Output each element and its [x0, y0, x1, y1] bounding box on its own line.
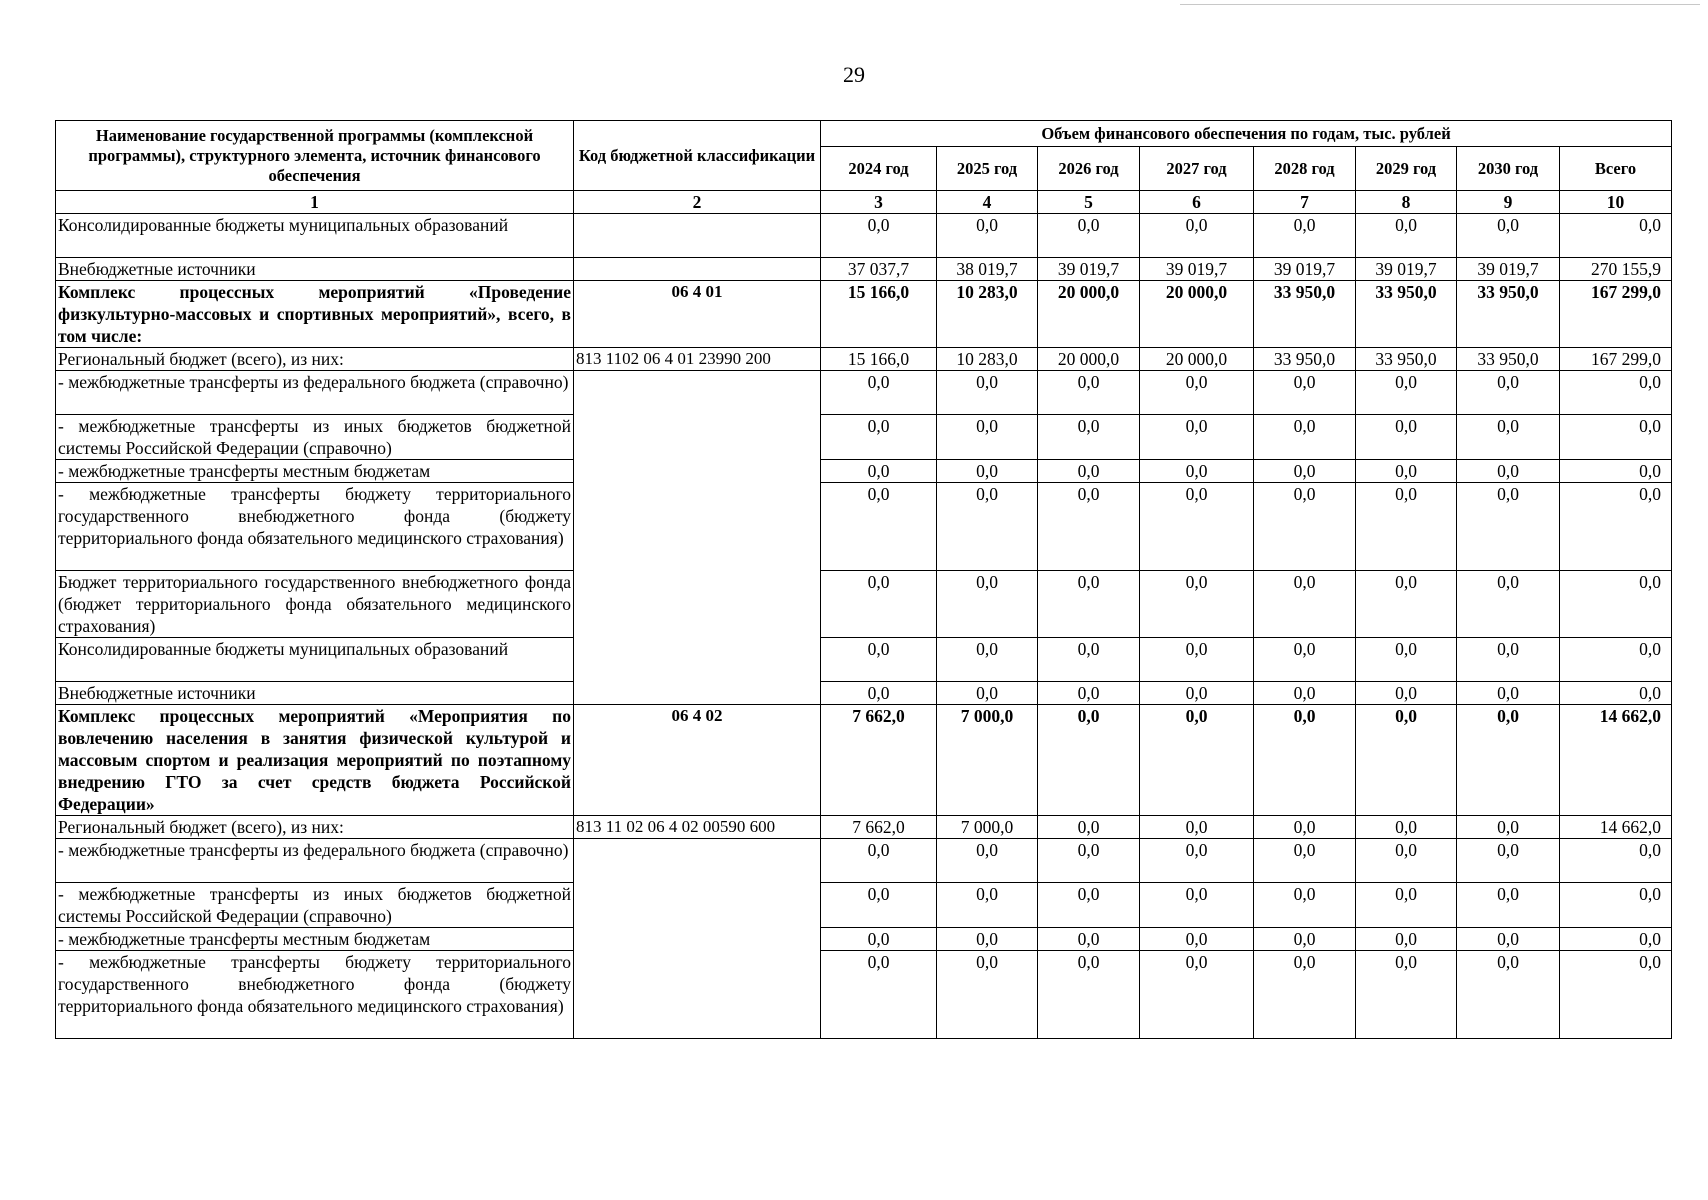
row-year-value: 0,0 — [1457, 705, 1560, 816]
column-number: 10 — [1560, 191, 1672, 214]
column-number: 5 — [1038, 191, 1140, 214]
row-name: Комплекс процессных мероприятий «Проведение физкультурно-массовых и спортивных мероприятий», всего, в том числе: — [56, 281, 574, 348]
row-year-value: 0,0 — [1140, 638, 1254, 682]
row-year-value: 0,0 — [937, 371, 1038, 415]
row-year-value: 0,0 — [821, 839, 937, 883]
row-year-value: 0,0 — [1140, 214, 1254, 258]
row-year-value: 0,0 — [1038, 816, 1140, 839]
row-total-value: 0,0 — [1560, 214, 1672, 258]
header-volume: Объем финансового обеспечения по годам, тыс. рублей — [821, 121, 1672, 147]
table-row — [56, 460, 1672, 483]
header-year: 2027 год — [1140, 147, 1254, 191]
row-year-value: 0,0 — [1457, 371, 1560, 415]
row-name: - межбюджетные трансферты бюджету территориального государственного внебюджетного фонда (бюджету территориального фонда обязательного медицинского страхования) — [56, 951, 574, 1039]
row-year-value: 0,0 — [1038, 839, 1140, 883]
row-year-value: 0,0 — [1140, 839, 1254, 883]
row-name: Региональный бюджет (всего), из них: — [56, 348, 574, 371]
scan-artifact-line — [1180, 4, 1700, 5]
table-row — [56, 951, 1672, 1039]
header-year: 2025 год — [937, 147, 1038, 191]
row-year-value: 0,0 — [1254, 705, 1356, 816]
table-row — [56, 371, 1672, 415]
row-total-value: 0,0 — [1560, 928, 1672, 951]
row-year-value: 20 000,0 — [1038, 281, 1140, 348]
row-total-value: 167 299,0 — [1560, 281, 1672, 348]
row-name: - межбюджетные трансферты из федерального бюджета (справочно) — [56, 839, 574, 883]
row-year-value: 0,0 — [1254, 483, 1356, 571]
column-number: 4 — [937, 191, 1038, 214]
row-year-value: 15 166,0 — [821, 281, 937, 348]
table-row — [56, 682, 1672, 705]
row-year-value: 7 000,0 — [937, 705, 1038, 816]
row-year-value: 0,0 — [1254, 214, 1356, 258]
row-year-value: 0,0 — [1254, 883, 1356, 928]
table-body — [56, 214, 1672, 1039]
row-year-value: 0,0 — [937, 460, 1038, 483]
row-total-value: 270 155,9 — [1560, 258, 1672, 281]
row-name: Бюджет территориального государственного внебюджетного фонда (бюджет территориального фонда обязательного медицинского страхования) — [56, 571, 574, 638]
row-year-value: 0,0 — [1457, 571, 1560, 638]
table-row — [56, 883, 1672, 928]
row-year-value: 0,0 — [821, 928, 937, 951]
column-number: 9 — [1457, 191, 1560, 214]
row-year-value: 0,0 — [937, 214, 1038, 258]
row-year-value: 33 950,0 — [1457, 281, 1560, 348]
row-name: Консолидированные бюджеты муниципальных образований — [56, 214, 574, 258]
row-total-value: 0,0 — [1560, 460, 1672, 483]
row-year-value: 38 019,7 — [937, 258, 1038, 281]
row-year-value: 0,0 — [1038, 415, 1140, 460]
row-year-value: 0,0 — [937, 415, 1038, 460]
row-total-value: 167 299,0 — [1560, 348, 1672, 371]
column-number: 2 — [574, 191, 821, 214]
row-year-value: 33 950,0 — [1254, 281, 1356, 348]
column-number: 1 — [56, 191, 574, 214]
row-year-value: 0,0 — [821, 415, 937, 460]
row-year-value: 0,0 — [937, 928, 1038, 951]
row-year-value: 0,0 — [821, 483, 937, 571]
row-name: Региональный бюджет (всего), из них: — [56, 816, 574, 839]
row-year-value: 0,0 — [1254, 571, 1356, 638]
row-code — [574, 258, 821, 281]
row-year-value: 7 000,0 — [937, 816, 1038, 839]
row-year-value: 10 283,0 — [937, 348, 1038, 371]
row-code — [574, 371, 821, 705]
row-year-value: 0,0 — [1457, 839, 1560, 883]
row-year-value: 0,0 — [1356, 415, 1457, 460]
row-year-value: 0,0 — [1038, 638, 1140, 682]
row-year-value: 0,0 — [821, 682, 937, 705]
row-year-value: 0,0 — [1356, 483, 1457, 571]
row-year-value: 0,0 — [1457, 214, 1560, 258]
row-year-value: 0,0 — [937, 839, 1038, 883]
row-year-value: 0,0 — [1356, 839, 1457, 883]
row-year-value: 0,0 — [1140, 951, 1254, 1039]
row-year-value: 0,0 — [1038, 705, 1140, 816]
table-row — [56, 638, 1672, 682]
table-row — [56, 258, 1672, 281]
row-code: 06 4 02 — [574, 705, 821, 816]
row-name: - межбюджетные трансферты из иных бюджетов бюджетной системы Российской Федерации (справочно) — [56, 883, 574, 928]
row-year-value: 0,0 — [1140, 483, 1254, 571]
row-year-value: 0,0 — [937, 951, 1038, 1039]
row-year-value: 0,0 — [1254, 415, 1356, 460]
row-year-value: 0,0 — [1356, 214, 1457, 258]
row-year-value: 0,0 — [1356, 638, 1457, 682]
row-year-value: 0,0 — [1356, 928, 1457, 951]
row-year-value: 39 019,7 — [1254, 258, 1356, 281]
row-year-value: 0,0 — [821, 460, 937, 483]
row-year-value: 0,0 — [821, 214, 937, 258]
row-year-value: 0,0 — [1140, 816, 1254, 839]
row-total-value: 0,0 — [1560, 571, 1672, 638]
row-year-value: 0,0 — [1038, 214, 1140, 258]
row-year-value: 33 950,0 — [1254, 348, 1356, 371]
row-year-value: 0,0 — [821, 951, 937, 1039]
row-name: - межбюджетные трансферты из федерального бюджета (справочно) — [56, 371, 574, 415]
row-total-value: 14 662,0 — [1560, 705, 1672, 816]
table-row — [56, 928, 1672, 951]
row-year-value: 0,0 — [1140, 705, 1254, 816]
row-year-value: 0,0 — [1457, 816, 1560, 839]
row-year-value: 0,0 — [1457, 928, 1560, 951]
row-year-value: 0,0 — [937, 483, 1038, 571]
row-year-value: 39 019,7 — [1356, 258, 1457, 281]
row-name: - межбюджетные трансферты местным бюджетам — [56, 928, 574, 951]
row-total-value: 0,0 — [1560, 682, 1672, 705]
row-year-value: 0,0 — [1457, 460, 1560, 483]
row-year-value: 0,0 — [937, 883, 1038, 928]
row-total-value: 0,0 — [1560, 483, 1672, 571]
row-total-value: 14 662,0 — [1560, 816, 1672, 839]
row-year-value: 33 950,0 — [1457, 348, 1560, 371]
column-number-row — [56, 191, 1672, 214]
row-total-value: 0,0 — [1560, 883, 1672, 928]
row-year-value: 0,0 — [1038, 371, 1140, 415]
row-year-value: 0,0 — [1140, 415, 1254, 460]
table-row — [56, 705, 1672, 816]
row-year-value: 0,0 — [1254, 951, 1356, 1039]
row-year-value: 0,0 — [1140, 928, 1254, 951]
row-total-value: 0,0 — [1560, 371, 1672, 415]
row-year-value: 10 283,0 — [937, 281, 1038, 348]
row-total-value: 0,0 — [1560, 638, 1672, 682]
column-number: 3 — [821, 191, 937, 214]
row-year-value: 0,0 — [1356, 705, 1457, 816]
row-year-value: 0,0 — [1038, 571, 1140, 638]
row-year-value: 0,0 — [937, 682, 1038, 705]
header-year: 2024 год — [821, 147, 937, 191]
row-year-value: 0,0 — [1457, 638, 1560, 682]
row-year-value: 0,0 — [1457, 483, 1560, 571]
row-name: - межбюджетные трансферты местным бюджетам — [56, 460, 574, 483]
row-year-value: 0,0 — [1140, 682, 1254, 705]
row-year-value: 0,0 — [1038, 483, 1140, 571]
table-row — [56, 348, 1672, 371]
row-year-value: 0,0 — [1356, 682, 1457, 705]
row-year-value: 7 662,0 — [821, 705, 937, 816]
row-year-value: 0,0 — [1356, 371, 1457, 415]
row-year-value: 33 950,0 — [1356, 281, 1457, 348]
row-year-value: 0,0 — [1457, 415, 1560, 460]
row-code — [574, 839, 821, 1039]
header-year: 2029 год — [1356, 147, 1457, 191]
row-year-value: 39 019,7 — [1038, 258, 1140, 281]
row-code: 06 4 01 — [574, 281, 821, 348]
row-year-value: 0,0 — [821, 371, 937, 415]
row-total-value: 0,0 — [1560, 415, 1672, 460]
row-year-value: 33 950,0 — [1356, 348, 1457, 371]
table-row — [56, 214, 1672, 258]
row-year-value: 0,0 — [1254, 682, 1356, 705]
row-year-value: 0,0 — [1457, 682, 1560, 705]
row-year-value: 39 019,7 — [1457, 258, 1560, 281]
row-total-value: 0,0 — [1560, 839, 1672, 883]
header-year: 2030 год — [1457, 147, 1560, 191]
row-year-value: 0,0 — [1356, 460, 1457, 483]
row-year-value: 0,0 — [1356, 951, 1457, 1039]
header-total: Всего — [1560, 147, 1672, 191]
table-row — [56, 281, 1672, 348]
row-year-value: 0,0 — [1254, 928, 1356, 951]
row-name: Консолидированные бюджеты муниципальных образований — [56, 638, 574, 682]
header-code: Код бюджетной классификации — [574, 121, 821, 191]
page-number: 29 — [843, 62, 865, 87]
row-name: - межбюджетные трансферты бюджету территориального государственного внебюджетного фонда (бюджету территориального фонда обязательного медицинского страхования) — [56, 483, 574, 571]
row-code — [574, 214, 821, 258]
financing-table — [55, 120, 1672, 1039]
row-year-value: 20 000,0 — [1140, 348, 1254, 371]
row-year-value: 0,0 — [1254, 371, 1356, 415]
row-year-value: 0,0 — [1140, 371, 1254, 415]
table-row — [56, 839, 1672, 883]
row-year-value: 20 000,0 — [1038, 348, 1140, 371]
row-year-value: 37 037,7 — [821, 258, 937, 281]
row-year-value: 0,0 — [821, 883, 937, 928]
row-year-value: 0,0 — [1254, 460, 1356, 483]
row-year-value: 0,0 — [1356, 816, 1457, 839]
row-year-value: 7 662,0 — [821, 816, 937, 839]
row-code: 813 11 02 06 4 02 00590 600 — [574, 816, 821, 839]
row-year-value: 0,0 — [937, 571, 1038, 638]
row-year-value: 0,0 — [1254, 839, 1356, 883]
row-year-value: 0,0 — [821, 571, 937, 638]
row-name: Внебюджетные источники — [56, 682, 574, 705]
row-year-value: 0,0 — [1038, 883, 1140, 928]
row-year-value: 0,0 — [1038, 460, 1140, 483]
row-year-value: 0,0 — [1140, 883, 1254, 928]
row-year-value: 0,0 — [1457, 951, 1560, 1039]
table-row — [56, 816, 1672, 839]
row-year-value: 0,0 — [1140, 460, 1254, 483]
row-name: Комплекс процессных мероприятий «Мероприятия по вовлечению населения в занятия физической культурой и массовым спортом и реализация мероприятий по поэтапному внедрению ГТО за счет средств бюджета Российской Федерации» — [56, 705, 574, 816]
table-row — [56, 483, 1672, 571]
row-year-value: 0,0 — [1457, 883, 1560, 928]
row-year-value: 0,0 — [1254, 816, 1356, 839]
row-year-value: 0,0 — [1038, 928, 1140, 951]
row-year-value: 0,0 — [1140, 571, 1254, 638]
row-year-value: 0,0 — [821, 638, 937, 682]
column-number: 6 — [1140, 191, 1254, 214]
row-year-value: 0,0 — [1356, 883, 1457, 928]
row-total-value: 0,0 — [1560, 951, 1672, 1039]
header-name: Наименование государственной программы (комплексной программы), структурного элемента, источник финансового обеспечения — [56, 121, 574, 191]
table-row — [56, 571, 1672, 638]
row-year-value: 15 166,0 — [821, 348, 937, 371]
column-number: 7 — [1254, 191, 1356, 214]
header-year: 2028 год — [1254, 147, 1356, 191]
row-year-value: 0,0 — [1038, 682, 1140, 705]
column-number: 8 — [1356, 191, 1457, 214]
row-name: - межбюджетные трансферты из иных бюджетов бюджетной системы Российской Федерации (справочно) — [56, 415, 574, 460]
row-code: 813 1102 06 4 01 23990 200 — [574, 348, 821, 371]
row-year-value: 0,0 — [1038, 951, 1140, 1039]
header-year: 2026 год — [1038, 147, 1140, 191]
row-year-value: 20 000,0 — [1140, 281, 1254, 348]
row-year-value: 0,0 — [937, 638, 1038, 682]
row-year-value: 39 019,7 — [1140, 258, 1254, 281]
table-row — [56, 415, 1672, 460]
row-year-value: 0,0 — [1254, 638, 1356, 682]
row-name: Внебюджетные источники — [56, 258, 574, 281]
row-year-value: 0,0 — [1356, 571, 1457, 638]
